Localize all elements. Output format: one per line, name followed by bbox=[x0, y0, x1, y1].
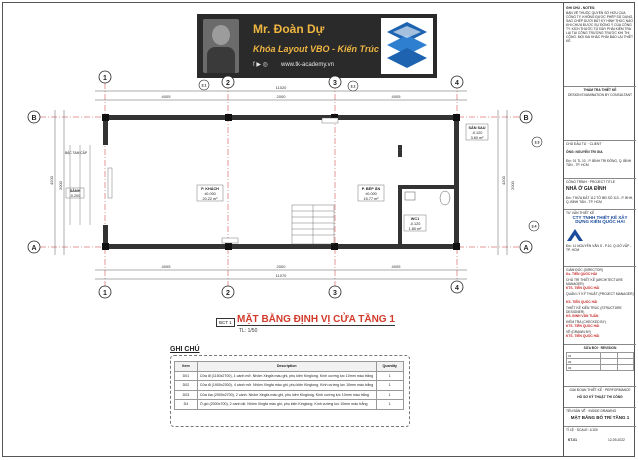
tb-consult-label: TƯ VẤN THIẾT KẾ bbox=[566, 211, 595, 215]
wall-top bbox=[103, 115, 459, 120]
dim-bottom-total: 11070 bbox=[275, 273, 287, 278]
grid-side-left-A: A bbox=[31, 245, 37, 252]
drawing-title: MẶT BẰNG ĐỊNH VỊ CỬA TẦNG 1 bbox=[237, 314, 395, 325]
tb-consult-name: CTY TNHH THIẾT KẾ XÂY DỰNG KIẾN QUỐC HẢI bbox=[572, 215, 628, 224]
room-area-living: 20.22 m² bbox=[202, 197, 218, 201]
banner-subtitle: Khóa Layout VBO - Kiến Trúc bbox=[253, 44, 379, 54]
rev-row-3: 03 bbox=[567, 365, 601, 371]
banner-website: www.tk-academy.vn bbox=[281, 62, 334, 68]
grid-top-label-3: 3 bbox=[333, 80, 337, 87]
table-row bbox=[175, 390, 404, 400]
dim-bottom-1: 4005 bbox=[161, 264, 171, 269]
wall-wc-top bbox=[400, 185, 456, 189]
tb-review-sub: DESIGN EXAMINATION BY CONSULTANT bbox=[567, 93, 633, 97]
grid-top-label-1: 1 bbox=[103, 75, 107, 82]
dim-right-1: 4200 bbox=[501, 176, 506, 185]
tb-notes-title: GHI CHÚ - NOTES: bbox=[566, 6, 596, 10]
grid-top-label-4: 4 bbox=[455, 80, 459, 87]
tb-project-name: NHÀ Ở GIA ĐÌNH bbox=[566, 186, 607, 192]
col-item: Item bbox=[175, 362, 198, 372]
banner-name: Mr. Đoàn Dự bbox=[253, 22, 325, 36]
row-desc: Cửa đi (1150x2700), 1 cánh mở. Nhôm Xingfa màu ghi, phụ kiện Kinglong. Kính cường lực 10mm màu trắng bbox=[197, 371, 376, 381]
dim-bottom-2: 2000 bbox=[276, 264, 286, 269]
tb-drawing-name: MẶT BẰNG BỐ TRÍ TẦNG 1 bbox=[570, 415, 630, 420]
col-description: Description bbox=[197, 362, 376, 372]
tb-staff-name-2: KTS. TIẾN QUỐC HẢI bbox=[566, 286, 600, 290]
dim-top-3: 4005 bbox=[391, 94, 401, 99]
rev-row-1: 01 bbox=[567, 353, 601, 359]
section-mark-1: 3.1 bbox=[201, 83, 207, 88]
rev-row-2: 02 bbox=[567, 359, 601, 365]
grid-bottom-label-2: 2 bbox=[226, 290, 230, 297]
tb-client-label: CHỦ ĐẦU TƯ · CLIENT bbox=[566, 142, 602, 146]
tb-staff-name-6: KTS. TIẾN QUỐC HẢI bbox=[566, 334, 600, 338]
grid-side-left-B: B bbox=[31, 115, 37, 122]
grid-side-right-A: A bbox=[523, 245, 529, 252]
title-tag: BCT 1 bbox=[216, 318, 235, 327]
grid-top-label-2: 2 bbox=[226, 80, 230, 87]
room-level-backyard: -0.120 bbox=[471, 131, 483, 135]
row-item: D4 bbox=[175, 400, 198, 410]
tb-revision-label: SỬA ĐỔI · REVISION bbox=[583, 346, 617, 350]
col-quantity: Quantity bbox=[376, 362, 403, 372]
notes-heading: GHI CHÚ bbox=[170, 346, 200, 353]
room-name-lobby: SẢNH bbox=[69, 189, 81, 193]
room-name-kitchen: P. BẾP ĂN bbox=[361, 187, 381, 191]
tb-staff-name-1: Ks. TIẾN QUỐC HẢI bbox=[566, 272, 597, 276]
grid-bottom-label-1: 1 bbox=[103, 290, 107, 297]
tb-consult-addr: Đ/c: 11 NGUYỄN VĂN S - P.10, Q.GÒ VẤP - TP. HCM bbox=[566, 244, 632, 252]
sink-fixture bbox=[405, 192, 415, 200]
row-qty: 1 bbox=[376, 390, 403, 400]
row-item: D02 bbox=[175, 381, 198, 391]
door-schedule-table bbox=[174, 361, 404, 410]
dim-left-1: 4200 bbox=[49, 176, 54, 185]
tb-sheet-no: KT-01 bbox=[568, 438, 577, 442]
tb-scale: TỈ LỆ · SCALE: 1/100 bbox=[566, 428, 598, 432]
table-row bbox=[175, 371, 404, 381]
row-qty: 1 bbox=[376, 400, 403, 410]
staircase bbox=[292, 205, 334, 244]
tb-phase: HỒ SƠ KỸ THUẬT THI CÔNG bbox=[577, 395, 623, 399]
room-area-kitchen: 15.77 m² bbox=[363, 197, 379, 201]
table-row bbox=[175, 381, 404, 391]
toilet-fixture bbox=[440, 191, 450, 205]
table-row bbox=[175, 400, 404, 410]
title-block bbox=[563, 2, 636, 457]
tb-staff-role-3: QUẢN LÝ KỸ THUẬT (PROJECT MANAGER) bbox=[566, 292, 634, 296]
tb-project-label: CÔNG TRÌNH · PROJECT TITLE bbox=[566, 180, 615, 184]
room-name-steps: BẬC TAM CẤP bbox=[64, 151, 88, 155]
tb-review-title: THẨM TRA THIẾT KẾ bbox=[583, 88, 617, 92]
tb-staff-name-3: KS. TIẾN QUỐC HẢI bbox=[566, 300, 598, 304]
grid-side-right-B: B bbox=[523, 115, 529, 122]
dim-bottom-3: 4005 bbox=[391, 264, 401, 269]
row-item: D03 bbox=[175, 390, 198, 400]
room-name-wc: WC1 bbox=[410, 217, 420, 221]
grid-bottom-label-4: 4 bbox=[455, 285, 459, 292]
tb-staff-role-2: CHỦ TRÌ THIẾT KẾ (ARCHITECTURE MANAGER) bbox=[566, 278, 623, 286]
row-qty: 1 bbox=[376, 381, 403, 391]
tb-drawing-label: TÊN BẢN VẼ · INSIDE DRAWING bbox=[566, 409, 617, 413]
dim-top-2: 2000 bbox=[276, 94, 286, 99]
tb-project-addr: Đ/c: THỬA ĐẤT 112 TỜ BĐ SỐ 113 - P. BHH, Q. BÌNH TÂN - TP. HCM bbox=[566, 196, 634, 204]
row-desc: Ô gió (2000x700), 2 cánh lật. Nhôm Xingfa màu ghi, phụ kiện Kinglong. Kính cường lực 10mm màu trắng bbox=[197, 400, 376, 410]
section-mark-2: 3.2 bbox=[350, 84, 356, 89]
wall-stub bbox=[398, 145, 402, 157]
room-name-backyard: SÂN SAU bbox=[468, 126, 486, 130]
tb-phase-label: GIAI ĐOẠN THIẾT KẾ · PERFORMANCE bbox=[569, 388, 631, 392]
room-level-lobby: -0.200 bbox=[69, 194, 81, 198]
wall-wc-left bbox=[398, 185, 402, 249]
tb-staff-role-6: VẼ (DRAWN BY) bbox=[566, 330, 592, 334]
grid-bottom-label-3: 3 bbox=[333, 290, 337, 297]
row-item: D01 bbox=[175, 371, 198, 381]
room-level-wc: -0.120 bbox=[409, 222, 421, 226]
section-mark-3: 3.3 bbox=[534, 140, 540, 145]
room-level-living: ±0.000 bbox=[204, 192, 216, 196]
row-desc: Cửa đi (1900x2300), 4 cánh mở. Nhôm Xingfa màu ghi, phụ kiện Kinglong. Kính cường lực 10mm màu trắng bbox=[197, 381, 376, 391]
tb-client-addr: Đ/c: 01 TL 10 - P. BÌNH TRỊ ĐÔNG, Q. BÌNH TÂN - TP. HCM bbox=[566, 159, 632, 167]
revision-table bbox=[566, 352, 634, 371]
wall-right bbox=[454, 115, 459, 249]
room-area-wc: 1.80 m² bbox=[408, 227, 422, 231]
tb-notes-text: BẢN VẼ THUỘC QUYỀN SỞ HỮU CỦA CÔNG TY, KHÔNG ĐƯỢC PHÉP SỬ DỤNG, SAO CHÉP DƯỚI BẤT KỲ HÌNH THỨC NÀO KHI CHƯA ĐƯỢC SỰ ĐỒNG Ý CỦA CÔNG TY. KÍCH THƯỚC TỪ ĐÂY PHẢI KIỂM TRA LẠI TẠI CÔNG TRƯỜNG TRƯỚC KHI THI CÔNG. MỌI SAI KHÁC PHẢI BÁO LẠI THIẾT KẾ. bbox=[566, 11, 634, 43]
tb-date: 12-09-2022 bbox=[608, 438, 625, 442]
dim-left-2: 2000 bbox=[58, 181, 63, 190]
tb-staff-name-4: KS. ĐINH VĂN TUẤN bbox=[566, 314, 599, 318]
wall-bottom bbox=[103, 244, 459, 249]
row-desc: Cửa lùa (2000x2700), 2 cánh. Nhôm Xingfa màu ghi, phụ kiện Kinglong. Kính cường lực 10mm màu trắng bbox=[197, 390, 376, 400]
drawing-scale: TL: 1/50 bbox=[239, 328, 258, 334]
dim-top-1: 4005 bbox=[161, 94, 171, 99]
tb-staff-role-5: KIỂM TRA (CHECKED BY) bbox=[566, 320, 606, 324]
tb-client-name: ÔNG: NGUYỄN TRI GIA bbox=[566, 150, 603, 154]
room-name-living: P. KHÁCH bbox=[201, 187, 219, 191]
tb-staff-role-1: GIÁM ĐỐC (DIRECTOR) bbox=[566, 268, 603, 272]
section-mark-4: 3.4 bbox=[531, 224, 537, 229]
social-icons: f ▶ ◎ bbox=[253, 62, 268, 68]
tb-staff-role-4: THIẾT KẾ KIẾN TRÚC (STRUCTURE DESIGNER) bbox=[566, 306, 622, 314]
dim-right-2: 2000 bbox=[510, 181, 515, 190]
room-area-backyard: 3.60 m² bbox=[470, 136, 484, 140]
row-qty: 1 bbox=[376, 371, 403, 381]
dim-top-total: 11020 bbox=[275, 85, 287, 90]
consultant-logo-icon bbox=[566, 228, 584, 242]
tb-staff-name-5: KTS. TIẾN QUỐC HẢI bbox=[566, 324, 600, 328]
room-level-kitchen: ±0.000 bbox=[365, 192, 377, 196]
